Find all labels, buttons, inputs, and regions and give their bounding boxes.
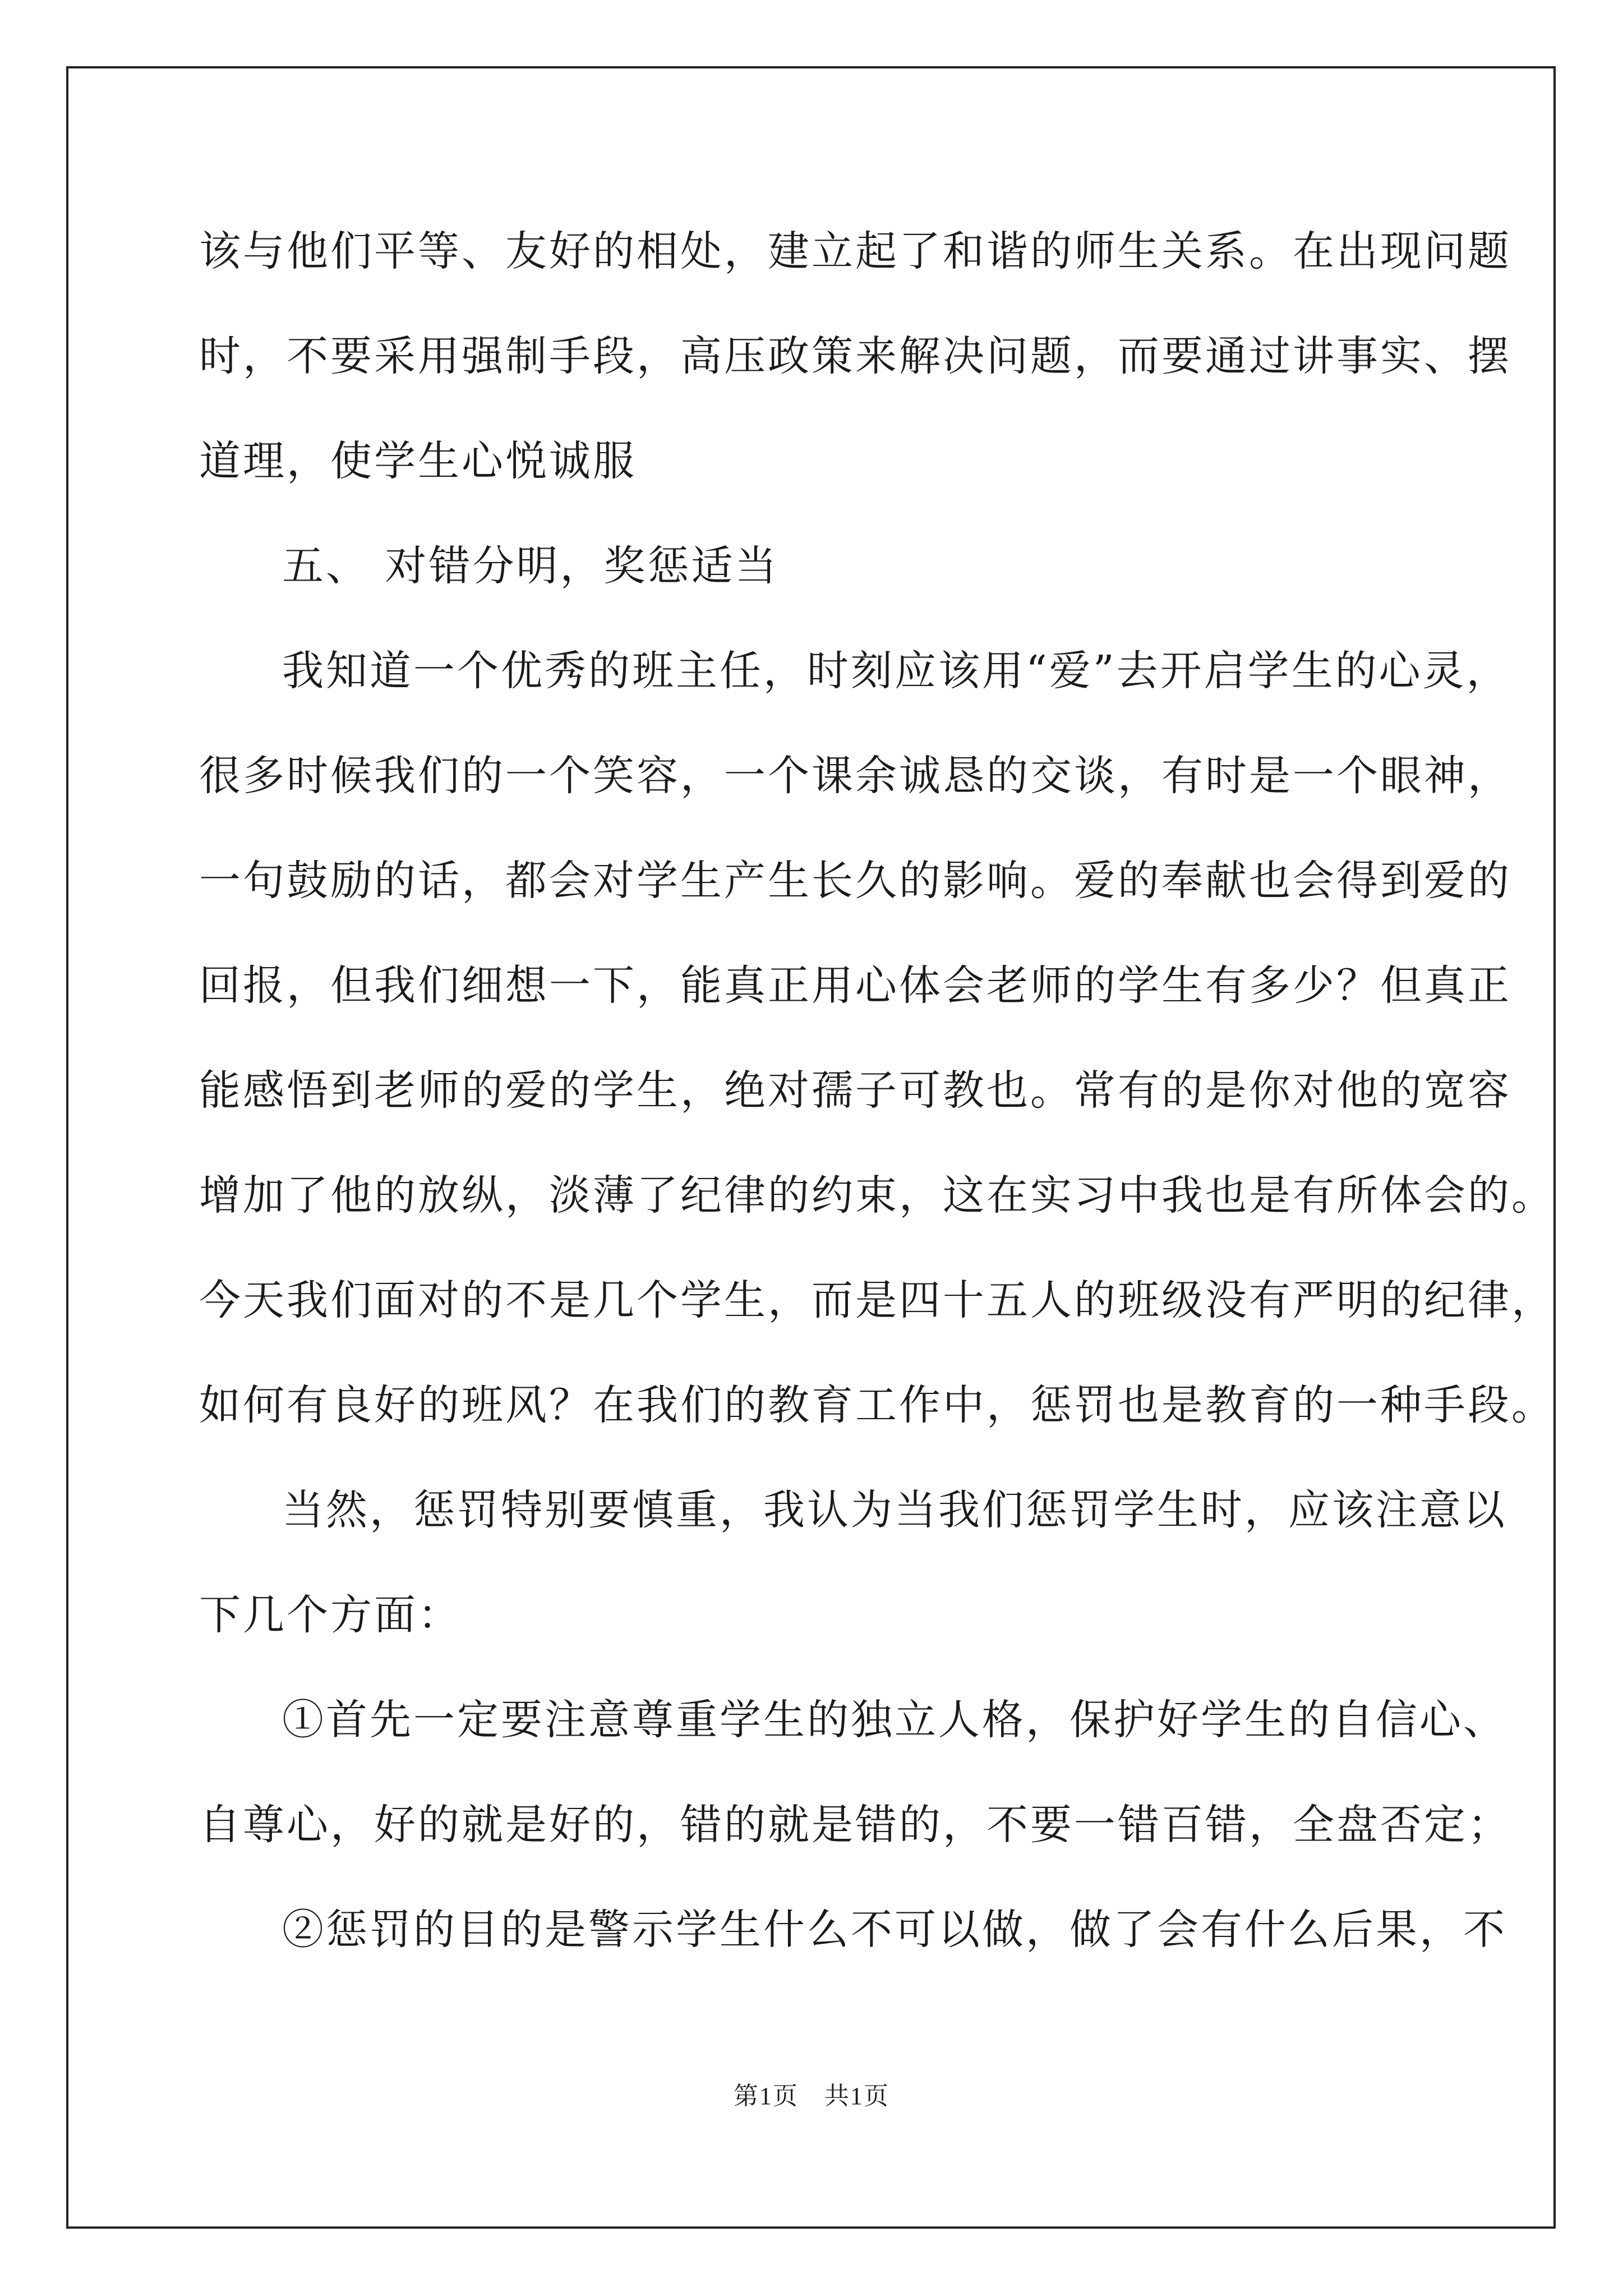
body-line: 道理，使学生心悦诚服 <box>199 437 637 485</box>
body-line: 能感悟到老师的爱的学生，绝对孺子可教也。常有的是你对他的宽容 <box>199 1066 1511 1115</box>
body-line: 回报，但我们细想一下，能真正用心体会老师的学生有多少？但真正 <box>199 961 1511 1010</box>
body-line: 一句鼓励的话，都会对学生产生长久的影响。爱的奉献也会得到爱的 <box>199 857 1511 905</box>
body-line: 我知道一个优秀的班主任，时刻应该用“爱”去开启学生的心灵， <box>282 647 1510 695</box>
body-line: 当然，惩罚特别要慎重，我认为当我们惩罚学生时，应该注意以 <box>282 1486 1507 1534</box>
document-body <box>199 220 1555 2003</box>
body-line: 如何有良好的班风？在我们的教育工作中，惩罚也是教育的一种手段。 <box>199 1381 1555 1429</box>
list-item-continuation: 自尊心，好的就是好的，错的就是错的，不要一错百错，全盘否定； <box>199 1801 1511 1849</box>
body-line: 今天我们面对的不是几个学生，而是四十五人的班级没有严明的纪律， <box>199 1276 1555 1324</box>
body-line: 下几个方面： <box>199 1591 462 1639</box>
list-item: ②惩罚的目的是警示学生什么不可以做，做了会有什么后果，不 <box>282 1906 1507 1954</box>
section-heading: 五、 对错分明，奖惩适当 <box>282 542 779 590</box>
page-footer: 第1页 共1页 <box>734 2082 889 2110</box>
body-line: 时，不要采用强制手段，高压政策来解决问题，而要通过讲事实、摆 <box>199 332 1511 380</box>
list-item: ①首先一定要注意尊重学生的独立人格，保护好学生的自信心、 <box>282 1696 1507 1744</box>
body-line: 该与他们平等、友好的相处，建立起了和谐的师生关系。在出现问题 <box>199 227 1511 275</box>
body-line: 很多时候我们的一个笑容，一个课余诚恳的交谈，有时是一个眼神， <box>199 752 1511 800</box>
body-line: 增加了他的放纵，淡薄了纪律的约束，这在实习中我也是有所体会的。 <box>199 1171 1555 1220</box>
